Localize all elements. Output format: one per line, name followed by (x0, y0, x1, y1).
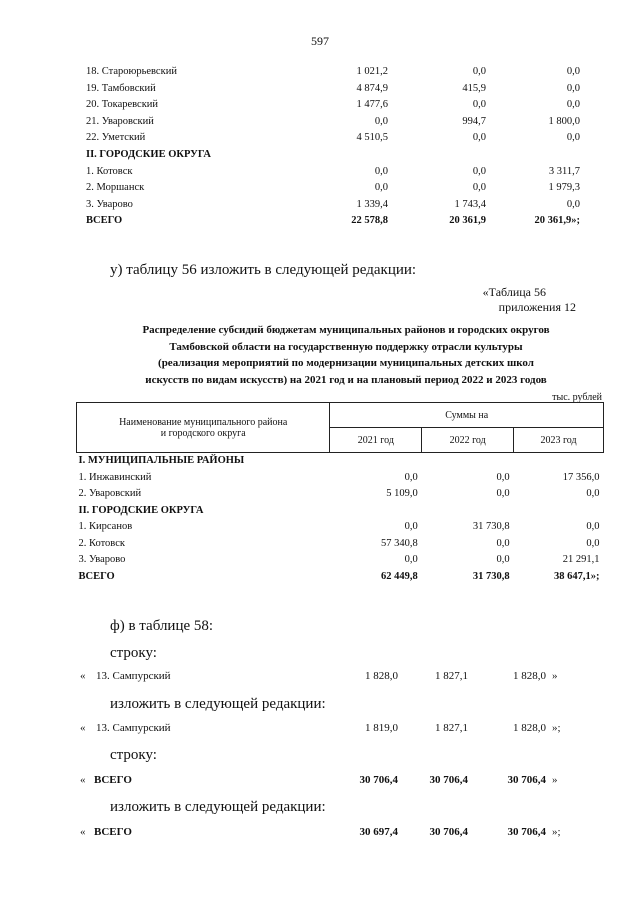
page-number: 597 (311, 34, 329, 48)
total-label: ВСЕГО (94, 826, 132, 838)
value-cell: 0,0 (496, 488, 510, 499)
table-row (77, 569, 604, 586)
district-name: 13. Сампурский (96, 670, 171, 682)
header-year-2022: 2022 год (422, 428, 514, 453)
header-name: Наименование муниципального района и городского округа (77, 403, 330, 453)
table-row (77, 519, 604, 536)
value-cell: 0,0 (566, 99, 580, 111)
section-label: II. ГОРОДСКИЕ ОКРУГА (78, 504, 204, 516)
value-cell: 1 477,6 (356, 99, 388, 111)
value-cell: 22 578,8 (351, 215, 388, 227)
value-cell: 0,0 (496, 471, 510, 483)
value-cell: 0,0 (586, 488, 600, 499)
paragraph-f: ф) в таблице 58: (110, 618, 214, 634)
value-cell: 4 874,9 (356, 82, 388, 94)
value-cell: 0,0 (374, 115, 388, 127)
value-cell: 0,0 (496, 537, 510, 549)
row-new-total (0, 826, 640, 846)
value-cell: 0,0 (404, 471, 418, 483)
quote-close: » (552, 774, 558, 786)
value-2023: 1 828,0 (513, 670, 546, 682)
table-row (86, 213, 606, 230)
title-line: Тамбовской области на государственную поддержку отрасли культуры (169, 340, 523, 353)
value-cell: 0,0 (566, 132, 580, 144)
value-cell: 3 311,7 (548, 165, 580, 177)
appendix-12-ref: приложения 12 (498, 300, 576, 314)
value-cell: 0,0 (586, 537, 600, 549)
row-name-cell: ВСЕГО (86, 215, 123, 227)
row-old-sampur (0, 670, 640, 690)
row-name-cell: 2. Котовск (78, 537, 125, 549)
value-cell: 0,0 (374, 165, 388, 177)
header-sums: Суммы на (330, 403, 604, 428)
value-cell: 57 340,8 (381, 537, 418, 549)
value-cell: 0,0 (404, 521, 418, 532)
section-label: II. ГОРОДСКИЕ ОКРУГА (86, 148, 211, 160)
table-row (86, 130, 606, 147)
total-label: ВСЕГО (94, 774, 132, 786)
replace-instruction-2: изложить в следующей редакции: (110, 799, 326, 815)
section-header-row (86, 147, 606, 164)
value-cell: 0,0 (566, 66, 580, 77)
value-cell: 0,0 (472, 165, 486, 177)
value-2023: 30 706,4 (507, 826, 546, 838)
table-row (86, 64, 606, 81)
table-row (86, 180, 606, 197)
row-name-cell: 18. Староюрьевский (86, 66, 177, 77)
subsidy-table-56 (76, 402, 604, 585)
row-name-cell: 19. Тамбовский (86, 82, 156, 94)
value-2023: 1 828,0 (513, 722, 546, 734)
title-line: (реализация мероприятий по модернизации муниципальных детских школ (158, 357, 534, 370)
row-name-cell: 3. Уварово (78, 554, 126, 565)
row-name-cell: ВСЕГО (78, 570, 115, 582)
value-cell: 0,0 (566, 82, 580, 94)
value-cell: 20 361,9 (449, 215, 486, 227)
row-name-cell: 3. Уварово (86, 198, 133, 210)
row-name-cell: 21. Уваровский (86, 115, 154, 127)
quote-close: »; (552, 826, 561, 838)
value-cell: 415,9 (462, 82, 486, 94)
value-2021: 30 697,4 (359, 826, 398, 838)
row-old-total (0, 774, 640, 794)
value-cell: 1 979,3 (548, 182, 580, 194)
row-name-cell: 22. Уметский (86, 132, 146, 144)
row-name-cell: 1. Котовск (86, 165, 133, 177)
value-2022: 30 706,4 (429, 826, 468, 838)
value-cell: 1 021,2 (356, 66, 388, 77)
value-cell: 31 730,8 (472, 521, 510, 532)
title-line: Распределение субсидий бюджетам муниципальных районов и городских округов (142, 324, 550, 336)
value-cell: 38 647,1»; (554, 570, 600, 582)
quote-open: « (80, 774, 86, 786)
value-cell: 62 449,8 (381, 570, 418, 582)
value-2022: 30 706,4 (429, 774, 468, 786)
row-new-sampur (0, 722, 640, 742)
row-name-cell: 1. Кирсанов (78, 521, 133, 532)
table-row (86, 114, 606, 131)
quote-open: « (80, 670, 86, 682)
value-cell: 0,0 (472, 132, 486, 144)
row-name-cell: 20. Токаревский (86, 99, 159, 111)
table-row (77, 536, 604, 553)
table-56-ref: «Таблица 56 (482, 285, 546, 299)
value-cell: 0,0 (586, 521, 600, 532)
table-row (77, 486, 604, 503)
section-header-row (77, 453, 604, 470)
value-2022: 1 827,1 (435, 722, 468, 734)
row-name-cell: 2. Моршанск (86, 182, 145, 194)
district-name: 13. Сампурский (96, 722, 171, 734)
quote-close: »; (552, 722, 561, 734)
section-header-row (77, 503, 604, 520)
quote-open: « (80, 826, 86, 838)
units-label: тыс. рублей (552, 392, 602, 403)
value-cell: 21 291,1 (562, 554, 600, 565)
header-year-2023: 2023 год (514, 428, 604, 453)
value-cell: 0,0 (472, 182, 486, 194)
value-2023: 30 706,4 (507, 774, 546, 786)
value-2022: 1 827,1 (435, 670, 468, 682)
value-cell: 0,0 (374, 182, 388, 194)
value-cell: 4 510,5 (356, 132, 388, 144)
value-2021: 1 828,0 (365, 670, 398, 682)
value-cell: 1 800,0 (548, 115, 580, 127)
value-cell: 1 743,4 (454, 198, 486, 210)
value-cell: 1 339,4 (356, 198, 388, 210)
value-cell: 0,0 (472, 99, 486, 111)
table-56-title (86, 322, 606, 388)
value-cell: 5 109,0 (386, 488, 418, 499)
word-row-1: строку: (110, 645, 157, 661)
value-cell: 17 356,0 (562, 471, 600, 483)
header-year-2021: 2021 год (330, 428, 422, 453)
table-row (86, 97, 606, 114)
table-row (86, 197, 606, 214)
value-2021: 30 706,4 (359, 774, 398, 786)
value-cell: 994,7 (462, 115, 486, 127)
quote-close: » (552, 670, 558, 682)
table-row (77, 470, 604, 487)
value-2021: 1 819,0 (365, 722, 398, 734)
table-row (77, 552, 604, 569)
table-row (86, 164, 606, 181)
title-line: искусств по видам искусств) на 2021 год и на плановый период 2022 и 2023 годов (145, 373, 547, 386)
word-row-2: строку: (110, 747, 157, 763)
value-cell: 0,0 (404, 554, 418, 565)
row-name-cell: 1. Инжавинский (78, 471, 152, 483)
value-cell: 0,0 (566, 198, 580, 210)
value-cell: 20 361,9»; (534, 215, 580, 227)
value-cell: 0,0 (472, 66, 486, 77)
section-label: I. МУНИЦИПАЛЬНЫЕ РАЙОНЫ (78, 455, 245, 466)
quote-open: « (80, 722, 86, 734)
replace-instruction-1: изложить в следующей редакции: (110, 696, 326, 712)
table-row (86, 81, 606, 98)
row-name-cell: 2. Уваровский (78, 488, 142, 499)
value-cell: 0,0 (496, 554, 510, 565)
value-cell: 31 730,8 (472, 570, 510, 582)
districts-table-continued (86, 64, 606, 230)
paragraph-u: у) таблицу 56 изложить в следующей редакции: (110, 262, 417, 278)
